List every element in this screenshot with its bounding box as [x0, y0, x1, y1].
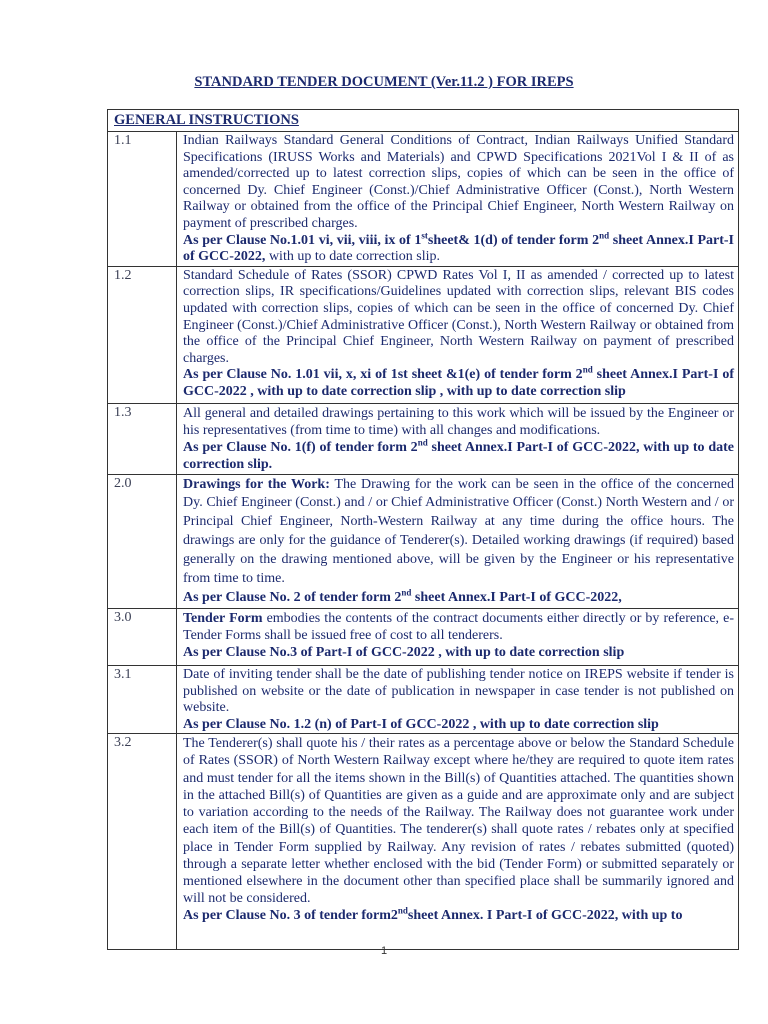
- clause-reference: [183, 907, 734, 924]
- section-heading: GENERAL INSTRUCTIONS: [108, 110, 739, 132]
- clause-reference: [183, 439, 734, 473]
- clause-lead: Drawings for the Work:: [183, 476, 330, 492]
- clause-reference: As per Clause No. 1.2 (n) of Part-I of GCC-2022 , with up to date correction slip: [183, 716, 659, 732]
- general-instructions-table: [107, 109, 739, 950]
- page-number: 1: [380, 945, 388, 957]
- ref-part: As per Clause No. 2 of tender form 2: [183, 590, 402, 605]
- clause-text: [177, 608, 739, 665]
- ref-part: sheet& 1(d) of tender form 2: [427, 232, 600, 248]
- clause-text: [177, 734, 739, 950]
- clause-reference: [183, 589, 734, 608]
- clause-number: 3.1: [108, 665, 177, 733]
- clause-body: embodies the contents of the contract documents either directly or by reference, e-Tender Forms shall be issued free of cost to all tenderers.: [183, 610, 734, 644]
- clause-body: All general and detailed drawings pertaining to this work which will be issued by the Engineer or his representatives (from time to time) with all changes and modifications.: [183, 405, 734, 438]
- ref-sup: nd: [401, 587, 412, 598]
- clause-body: The Tenderer(s) shall quote his / their rates as a percentage above or below the Standard Schedule of Rates (SSOR) of North Western Railway except where he/they are required to quote item rates and must tender for all the items shown in the Bill(s) of Quantities attached. The quantities shown in the attached Bill(s) of Quantities are given as a guide and are approximate only and are subject to variation according to the needs of the Railway. The Railway does not guarantee work under each item of the Bill(s) of Quantities. The tenderer(s) shall quote rates / rebates only at specified place in Tender Form supplied by Railway. Any revision of rates / rebates submitted (quoted) through a separate letter whether enclosed with the bid (Tender Form) or submitted separately or mentioned elsewhere in the document other than specified place shall be summarily ignored and will not be considered.: [183, 736, 734, 907]
- table-row: [108, 665, 739, 733]
- clause-number: 1.3: [108, 403, 177, 474]
- clause-reference: [183, 364, 734, 400]
- ref-sup: nd: [599, 229, 610, 240]
- clause-number: 2.0: [108, 474, 177, 608]
- clause-text: [177, 403, 739, 474]
- ref-part: sheet Annex.I Part-I of GCC-2022,: [183, 232, 734, 265]
- table-header-row: [108, 110, 739, 132]
- table-row: [108, 266, 739, 403]
- ref-part: As per Clause No. 1(f) of tender form 2: [183, 440, 418, 456]
- clause-body: The Drawing for the work can be seen in the office of the concerned Dy. Chief Engineer (Const.) and / or Chief Administrative Officer (Const.) North Western and / or Principal Chief Engineer, North-Western Railway at any time during the office hours. The drawings are only for the guidance of Tenderer(s). Detailed working drawings (if required) based generally on the drawing mentioned above, will be given by the Engineer or his representative from time to time.: [183, 476, 734, 587]
- clause-text: [177, 474, 739, 608]
- clause-body: Date of inviting tender shall be the date of publishing tender notice on IREPS website if tender is published on website or the date of publication in newspaper in case tender is not published on website.: [183, 666, 734, 716]
- ref-sup: nd: [397, 905, 408, 916]
- ref-part: As per Clause No. 3 of tender form2: [183, 908, 398, 924]
- ref-sup: st: [421, 229, 428, 240]
- table-row: [108, 132, 739, 267]
- clause-number: 3.2: [108, 734, 177, 950]
- table-row: [108, 608, 739, 665]
- ref-part: As per Clause No. 1.01 vii, x, xi of 1st sheet &1(e) of tender form 2: [183, 367, 583, 383]
- clause-lead: Tender Form: [183, 610, 263, 626]
- clause-number: 3.0: [108, 608, 177, 665]
- clause-number: 1.2: [108, 266, 177, 403]
- ref-part: sheet Annex.I Part-I of GCC-2022,: [411, 590, 622, 605]
- document-title: STANDARD TENDER DOCUMENT (Ver.11.2 ) FOR IREPS: [194, 74, 574, 90]
- clause-text: [177, 266, 739, 403]
- clause-number: 1.1: [108, 132, 177, 267]
- table-row: [108, 734, 739, 950]
- ref-part: sheet Annex.I Part-I of GCC-2022, with up to date correction slip.: [183, 440, 734, 473]
- ref-part: As per Clause No.1.01 vi, vii, viii, ix of 1: [183, 232, 422, 248]
- clause-reference: As per Clause No.3 of Part-I of GCC-2022 , with up to date correction slip: [183, 645, 625, 661]
- clause-body: Indian Railways Standard General Conditions of Contract, Indian Railways Unified Standard Specifications (IRUSS Works and Materials) and CPWD Specifications 2021Vol I & II of as amended/corrected up to latest correction slips, copies of which can be seen in the office of concerned Dy. Chief Engineer (Const.)/Chief Administrative Officer (Const.), North Western Railway or obtained from the office of the Principal Chief Engineer, North Western Railway on payment of prescribed charges.: [183, 133, 734, 231]
- ref-part: sheet Annex. I Part-I of GCC-2022, with up to: [407, 908, 683, 924]
- table-row: [108, 474, 739, 608]
- clause-text: [177, 132, 739, 267]
- ref-sup: nd: [417, 437, 428, 448]
- clause-text: [177, 665, 739, 733]
- clause-reference: [183, 229, 734, 266]
- ref-sup: nd: [582, 364, 593, 375]
- clause-body: Standard Schedule of Rates (SSOR) CPWD Rates Vol I, II as amended / corrected up to latest correction slips, IR specifications/Guidelines updated with correction slips, relevant BIS codes updated with correction slips, copies of which can be seen in the office of concerned Dy. Chief Engineer (Const.)/Chief Administrative Officer (Const.), North Western Railway or obtained from the office of the Principal Chief Engineer, North Western Railway on payment of prescribed charges.: [183, 267, 734, 366]
- table-row: [108, 403, 739, 474]
- ref-tail: with up to date correction slip.: [265, 249, 441, 265]
- ref-part: sheet Annex.I Part-I of GCC-2022 , with up to date correction slip , with up to date correction slip: [183, 367, 734, 399]
